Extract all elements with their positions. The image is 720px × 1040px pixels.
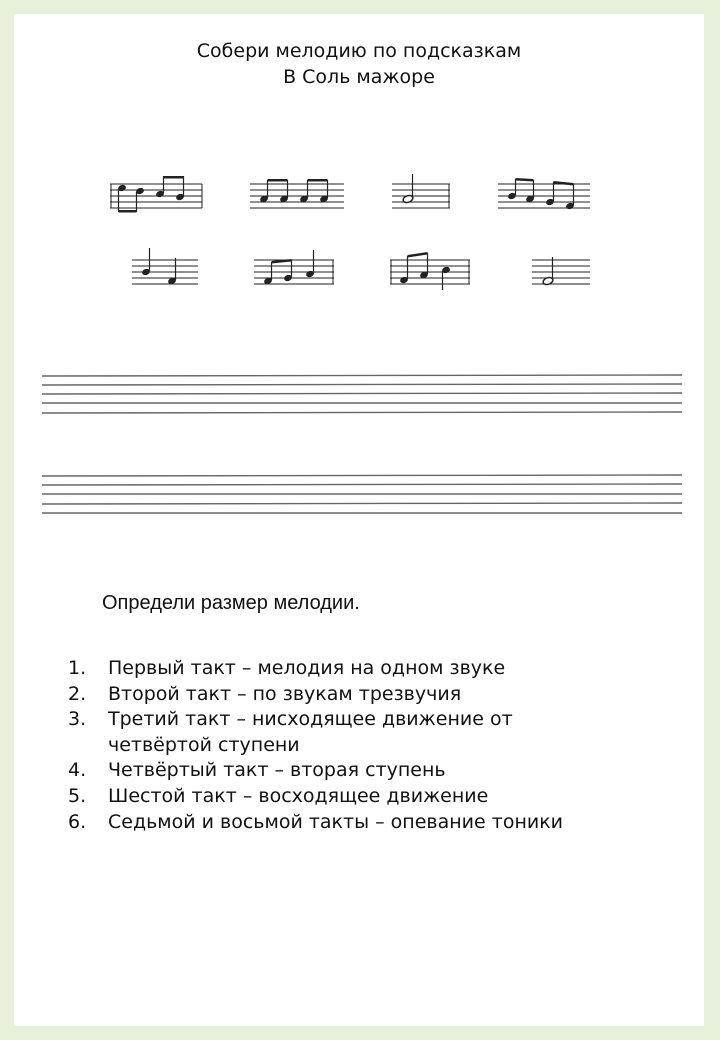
clue-text: Седьмой и восьмой такты – опевание тоники	[108, 810, 564, 833]
clue-text: Третий такт – нисходящее движение от четвёртой ступени	[108, 708, 513, 756]
clue-number: 4.	[68, 759, 87, 782]
clue-text: Второй такт – по звукам трезвучия	[108, 682, 462, 705]
fragment-7	[390, 254, 474, 298]
fragment-3	[392, 178, 452, 218]
worksheet-page	[14, 14, 704, 1026]
clue-number: 2.	[68, 682, 87, 705]
clue-item	[68, 810, 688, 836]
clue-number: 5.	[68, 784, 87, 807]
fragment-4	[498, 178, 594, 228]
fragment-1	[110, 178, 206, 218]
note-fragments	[14, 14, 704, 314]
clue-number: 1.	[68, 657, 87, 679]
clue-item	[68, 656, 688, 682]
title-line-2: В Соль мажоре	[283, 66, 435, 88]
clue-item	[68, 784, 688, 810]
clues-list	[68, 656, 688, 835]
question-text: Определи размер мелодии.	[102, 592, 360, 614]
clue-text: Шестой такт – восходящее движение	[108, 784, 489, 807]
clue-item	[68, 682, 688, 708]
fragment-5	[132, 254, 202, 294]
fragment-2	[250, 178, 346, 218]
title-line-1: Собери мелодию по подсказкам	[196, 40, 522, 62]
clue-item	[68, 707, 688, 758]
answer-staff-1[interactable]	[42, 372, 682, 422]
clue-number: 6.	[68, 810, 87, 833]
clue-text: Первый такт – мелодия на одном звуке	[108, 657, 506, 679]
clue-text: Четвёртый такт – вторая ступень	[108, 759, 446, 782]
fragment-8	[532, 254, 592, 294]
clue-number: 3.	[68, 708, 87, 731]
fragment-6	[254, 254, 338, 298]
clue-item	[68, 758, 688, 784]
answer-staff-2[interactable]	[42, 472, 682, 522]
